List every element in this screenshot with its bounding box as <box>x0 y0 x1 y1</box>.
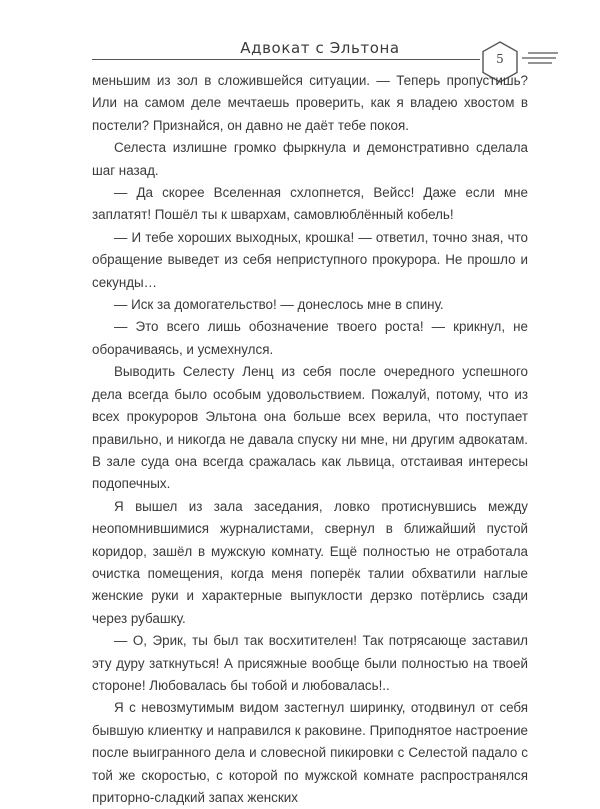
page-number: 5 <box>496 52 504 66</box>
paragraph: — Да скорее Вселенная схлопнется, Вейсс! Даже если мне заплатят! Пошёл ты к швархам, самовлюблённый кобель! <box>92 185 528 223</box>
paragraph: меньшим из зол в сложившейся ситуации. — Теперь пропустишь? Или на самом деле мечтаешь проверить, как я владею хвостом в постели? Признайся, он давно не даёт тебе покоя. <box>92 73 528 133</box>
paragraph: — О, Эрик, ты был так восхитителен! Так потрясающе заставил эту дуру заткнуться! А присяжные вообще были полностью на твоей стороне! Любовалась бы тобой и любовалась!.. <box>92 633 528 693</box>
paragraph: Я вышел из зала заседания, ловко протиснувшись между неопомнившимися журналистами, свернул в ближайший пустой коридор, зашёл в мужскую комнату. Ещё полностью не отработала очистка помещения, когда меня поперёк талии обхватили наглые женские руки и характерные выпуклости дерзко потёрлись сзади через рубашку. <box>92 498 528 626</box>
paragraph: Выводить Селесту Ленц из себя после очередного успешного дела всегда было особым удовольствием. Пожалуй, потому, что из всех прокуроров Эльтона она больше всех верила, что поступает правильно, и никогда не давала спуску ни мне, ни другим адвокатам. В зале суда она всегда сражалась как львица, отстаивая интересы подопечных. <box>92 364 528 492</box>
running-title: Адвокат с Эльтона <box>240 39 400 57</box>
body-text <box>92 70 528 809</box>
page-header <box>0 0 600 80</box>
paragraph: Селеста излишне громко фыркнула и демонстративно сделала шаг назад. <box>92 140 528 178</box>
paragraph: — Иск за домогательство! — донеслось мне в спину. <box>114 297 444 313</box>
paragraph: — И тебе хороших выходных, крошка! — ответил, точно зная, что обращение выведет из себя неприступного прокурора. Не прошло и секунды… <box>92 229 528 290</box>
decorative-lines-icon <box>522 50 558 66</box>
header-rule <box>92 59 480 60</box>
paragraph: — Это всего лишь обозначение твоего роста! — крикнул, не оборачиваясь, и усмехнулся. <box>92 319 528 357</box>
paragraph: Я с невозмутимым видом застегнул ширинку, отодвинул от себя бывшую клиентку и направился к раковине. Приподнятое настроение после выигранного дела и словесной пикировки с Селестой падало с той же скоростью, с которой по мужской комнате распространялся приторно-сладкий запах женских <box>92 700 528 805</box>
